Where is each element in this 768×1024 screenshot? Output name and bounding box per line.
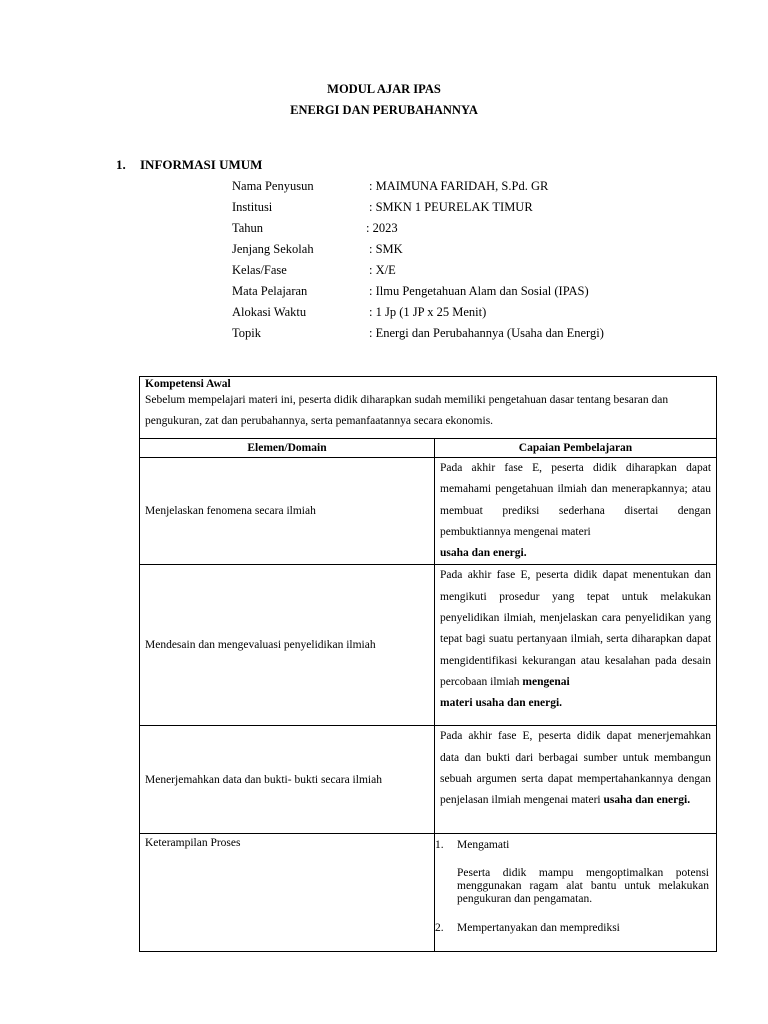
kompetensi-text: Sebelum mempelajari materi ini, peserta didik diharapkan sudah memiliki pengetahuan dasar tentang besaran dan pengukuran, zat dan perubahannya, serta pemanfaatannya secara ekonomis. xyxy=(145,394,669,427)
info-value: : Energi dan Perubahannya (Usaha dan Energi) xyxy=(369,326,604,340)
cp-cell xyxy=(435,726,717,834)
table-header-row xyxy=(140,439,717,458)
info-label: Nama Penyusun xyxy=(232,179,314,193)
kompetensi-row xyxy=(140,377,717,439)
table-row xyxy=(140,726,717,834)
info-label: Institusi xyxy=(232,200,273,214)
info-value: : 2023 xyxy=(366,221,398,235)
kompetensi-cell xyxy=(140,377,717,439)
list-number: 1. xyxy=(435,839,444,852)
column-header-capaian: Capaian Pembelajaran xyxy=(435,439,717,458)
cp-text: Pada akhir fase E, peserta didik dapat menerjemahkan data dan bukti dari berbagai sumber untuk membangun sebuah argumen serta dapat mempertahankannya dengan penjelasan ilmiah mengenai materi xyxy=(440,730,712,807)
cp-bold-text: usaha dan energi. xyxy=(603,794,691,807)
info-label: Alokasi Waktu xyxy=(232,305,307,319)
element-cell: Keterampilan Proses xyxy=(140,834,435,952)
info-label: Tahun xyxy=(232,221,264,235)
kompetensi-title: Kompetensi Awal xyxy=(145,378,231,390)
list-item xyxy=(435,837,711,853)
cp-bold-text: usaha dan energi. xyxy=(440,547,527,560)
cp-text: Pada akhir fase E, peserta didik diharapkan dapat memahami pengetahuan ilmiah dan menerapkannya; atau membuat prediksi sederhana disertai dengan pembuktiannya mengenai materi xyxy=(440,462,712,538)
cp-cell xyxy=(435,458,717,565)
cp-cell xyxy=(435,565,717,726)
list-item xyxy=(435,920,711,936)
section-title: INFORMASI UMUM xyxy=(140,157,263,172)
info-label: Topik xyxy=(232,326,261,340)
list-number: 2. xyxy=(435,922,444,935)
info-value: : 1 Jp (1 JP x 25 Menit) xyxy=(369,305,487,319)
cp-text: Pada akhir fase E, peserta didik dapat menentukan dan mengikuti prosedur yang tepat untuk melakukan penyelidikan ilmiah, menjelaskan cara penyelidikan yang tepat bagi suatu pertanyaan ilmiah, serta diharapkan dapat mengidentifikasi kekurangan atau kesalahan pada desain percobaan ilmiah xyxy=(440,569,712,688)
info-value: : SMK xyxy=(369,242,403,256)
info-value: : X/E xyxy=(369,263,396,277)
section-number: 1. xyxy=(116,157,126,172)
table-row xyxy=(140,565,717,726)
element-cell: Menerjemahkan data dan bukti- bukti secara ilmiah xyxy=(140,726,435,834)
element-cell: Menjelaskan fenomena secara ilmiah xyxy=(140,458,435,565)
info-label: Mata Pelajaran xyxy=(232,284,308,298)
info-value: : MAIMUNA FARIDAH, S.Pd. GR xyxy=(369,179,549,193)
learning-outcomes-table xyxy=(139,376,717,952)
document-subtitle: ENERGI DAN PERUBAHANNYA xyxy=(290,103,478,117)
info-label: Kelas/Fase xyxy=(232,263,287,277)
list-item-description: Peserta didik mampu mengoptimalkan potensi menggunakan ragam alat bantu untuk melakukan pengukuran dan pengamatan. xyxy=(457,867,710,906)
cp-bold-text: mengenai xyxy=(522,675,570,688)
column-header-element: Elemen/Domain xyxy=(140,439,435,458)
cp-bold-text-2: materi usaha dan energi. xyxy=(440,697,563,710)
info-value: : SMKN 1 PEURELAK TIMUR xyxy=(369,200,533,214)
table-row xyxy=(140,458,717,565)
table-row xyxy=(140,834,717,952)
info-value: : Ilmu Pengetahuan Alam dan Sosial (IPAS) xyxy=(369,284,589,298)
keterampilan-list xyxy=(435,834,717,952)
list-item-title: Mengamati xyxy=(457,839,510,852)
element-cell: Mendesain dan mengevaluasi penyelidikan ilmiah xyxy=(140,565,435,726)
section-heading xyxy=(116,157,262,173)
list-item-title: Mempertanyakan dan memprediksi xyxy=(457,922,620,935)
document-title: MODUL AJAR IPAS xyxy=(327,82,441,96)
info-label: Jenjang Sekolah xyxy=(232,242,314,256)
